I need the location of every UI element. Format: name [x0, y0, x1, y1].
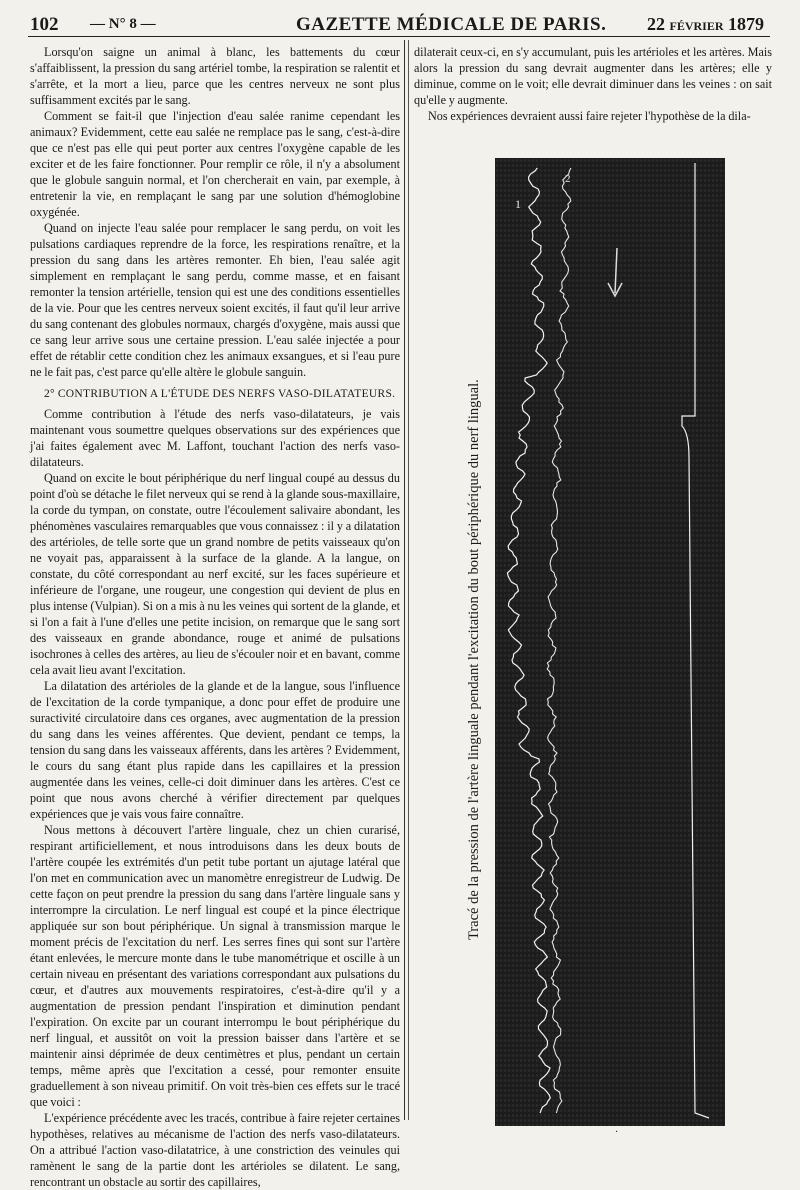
paragraph: La dilatation des artérioles de la glande et de la langue, sous l'influence de l'excitation de la corde tympanique, a donc pour effet de produire une suractivité circulatoire dans ces organes, avec augmentation de la pression du sang dans les veines afférentes. Que devient, pendant ce temps, la tension du sang dans les vaisseaux afférents, dans les artères ? Evidemment, le cours du sang étant plus rapide dans les capillaires et la pression augmentée dans les veines, celle-ci doit diminuer dans les artères. C'est ce point que nous avons cherché à vérifier directement par quelques expériences que je vais vous faire connaître.: [30, 679, 400, 821]
trace-label-1: 1: [515, 197, 521, 211]
paragraph: Nous mettons à découvert l'artère linguale, chez un chien curarisé, respirant artificiellement, et nous introduisons dans les deux bouts de l'artère coupée les extrémités d'un petit tube portant un ajutage latéral que l'on met en communication avec un manomètre enregistreur de Ludwig. De cette façon on peut prendre la pression du sang dans l'artère linguale sans y interrompre la circulation. Le nerf lingual est coupé et la pince électrique appliquée sur son bout périphérique. Un signal à transmission marque le moment précis de l'excitation du nerf. Les serres fines qui sont sur l'artère étant enlevées, le mercure monte dans le tube manométrique et oscille à un certain niveau en présentant des variations correspondant aux pulsations du cœur, et d'autres aux mouvements respiratoires, c'est-à-dire qu'il y a augmentation de pression pendant l'inspiration et diminution pendant l'expiration. On excite par un courant interrompu le bout périphérique du nerf lingual, et aussitôt on voit la pression baisser dans l'artère et se maintenir ainsi déprimée de deux centimètres et plus, pendant un certain temps, même après que l'excitation a cessé, pour remonter ensuite graduellement à son niveau primitif. On voit très-bien ces effets sur le tracé que voici :: [30, 823, 400, 1109]
trace-label-2: 2: [565, 173, 571, 185]
page-header: [28, 10, 770, 37]
paragraph: dilaterait ceux-ci, en s'y accumulant, puis les artérioles et les artères. Mais alors la pression du sang devrait augmenter dans les artères; elle y diminue, comme on le voit; elle devrait diminuer dans les veines : on sait qu'elle y augmente.: [414, 45, 772, 107]
pressure-trace-svg: [495, 158, 725, 1126]
paragraph: Comme contribution à l'étude des nerfs vaso-dilatateurs, je vais maintenant vous soumettre quelques observations sur des expériences que j'ai faites également avec M. Laffont, touchant l'action des nerfs vaso-dilatateurs.: [30, 407, 400, 469]
paragraph: Comment se fait-il que l'injection d'eau salée ranime cependant les animaux? Evidemment, cette eau salée ne remplace pas le sang, c'est-à-dire que ce n'est pas elle qui peut porter aux centres l'oxygène capable de les exciter et de les faire fonctionner. Pour remplir ce rôle, il n'y a absolument que le globule sanguin normal, et l'on chercherait en vain, par exemple, à entretenir la vie, en remplaçant le sang par une solution d'hémoglobine oxygénée.: [30, 109, 400, 219]
pressure-trace-2: [547, 168, 571, 1113]
date-year: 1879: [728, 14, 764, 34]
paragraph: Quand on excite le bout périphérique du nerf lingual coupé au dessus du point d'où se détache le filet nerveux qui se rend à la glande sous-maxillaire, la corde du tympan, on constate, outre l'écoulement salivaire abondant, les phénomènes vasculaires remarquables que vous connaissez : il y a dilatation des artérioles, de telle sorte que un grand nombre de petits vaisseaux qu'on ne voyait pas, apparaissent à la surface de la glande. A la langue, on constate, du côté correspondant au nerf excité, sur les faces supérieure et inférieure de l'organe, une rougeur, une congestion qui devient de plus en plus intense (Vulpian). Si on a mis à nu les veines qui sortent de la glande, et si l'on a fait à l'une d'elles une petite incision, on remarque que le sang sort des vaisseaux en grande abondance, rouge et animé de pulsations isochrones à celles des artères, au lieu de s'écouler noir et en bavant, comme cela avait lieu avant l'excitation.: [30, 471, 400, 677]
date-month: FÉVRIER: [669, 19, 724, 33]
issue-number: — N° 8 —: [90, 16, 156, 32]
left-column: [30, 44, 400, 1189]
column-rule: [408, 40, 409, 1120]
column-rule: [404, 40, 405, 1120]
paragraph: Lorsqu'on saigne un animal à blanc, les battements du cœur s'affaiblissent, la pression du sang artériel tombe, la respiration se ralentit et s'arrête, et la mort a lieu, parce que les centres nerveux ne sont plus suffisamment excités par le sang.: [30, 45, 400, 107]
signal-line: [682, 163, 709, 1118]
paragraph: Nos expériences devraient aussi faire rejeter l'hypothèse de la dila-: [428, 109, 751, 123]
journal-title: GAZETTE MÉDICALE DE PARIS.: [296, 14, 607, 35]
right-column: [414, 44, 772, 164]
arrow-icon: [608, 248, 622, 296]
pressure-trace-figure: [495, 158, 725, 1126]
page-mark: ·: [615, 1127, 619, 1138]
paragraph: L'expérience précédente avec les tracés, contribue à faire rejeter certaines hypothèses, relatives au mécanisme de l'action des nerfs vaso-dilatateurs. On a attribué l'action vaso-dilatatrice, à une constriction des veinules qui ramènent le sang de la partie dont les artérioles se dilatent. Le sang, rencontrant un obstacle au sortir des capillaires,: [30, 1111, 400, 1189]
date-day: 22: [646, 14, 665, 34]
figure-caption: Tracé de la pression de l'artère linguale pendant l'excitation du bout périphérique du nerf lingual.: [466, 379, 482, 940]
paragraph: Quand on injecte l'eau salée pour remplacer le sang perdu, on voit les pulsations cardiaques reprendre de la force, les respirations renaître, et la pression du sang dans les artères remonter. Eh bien, l'eau salée agit simplement en remplaçant le sang perdu, comme masse, et en faisant remonter la tension artérielle, tension qui est une des conditions essentielles de la vie. Pour que les centres nerveux soient excités, il faut qu'il leur arrive du sang contenant des globules normaux, chargés d'oxygène, mais aussi que ce sang leur arrive sous une certaine pression. L'eau salée injectée a pour effet de rétablir cette condition chez les animaux exsangues, et si l'eau pure ne le fait pas, c'est parce qu'elle altère le globule sanguin.: [30, 221, 400, 379]
issue-date: [647, 14, 764, 35]
pressure-trace-1: [507, 168, 550, 1113]
page-number: 102: [30, 14, 59, 35]
section-title: 2° CONTRIBUTION A L'ÉTUDE DES NERFS VASO-DILATATEURS.: [44, 388, 396, 400]
